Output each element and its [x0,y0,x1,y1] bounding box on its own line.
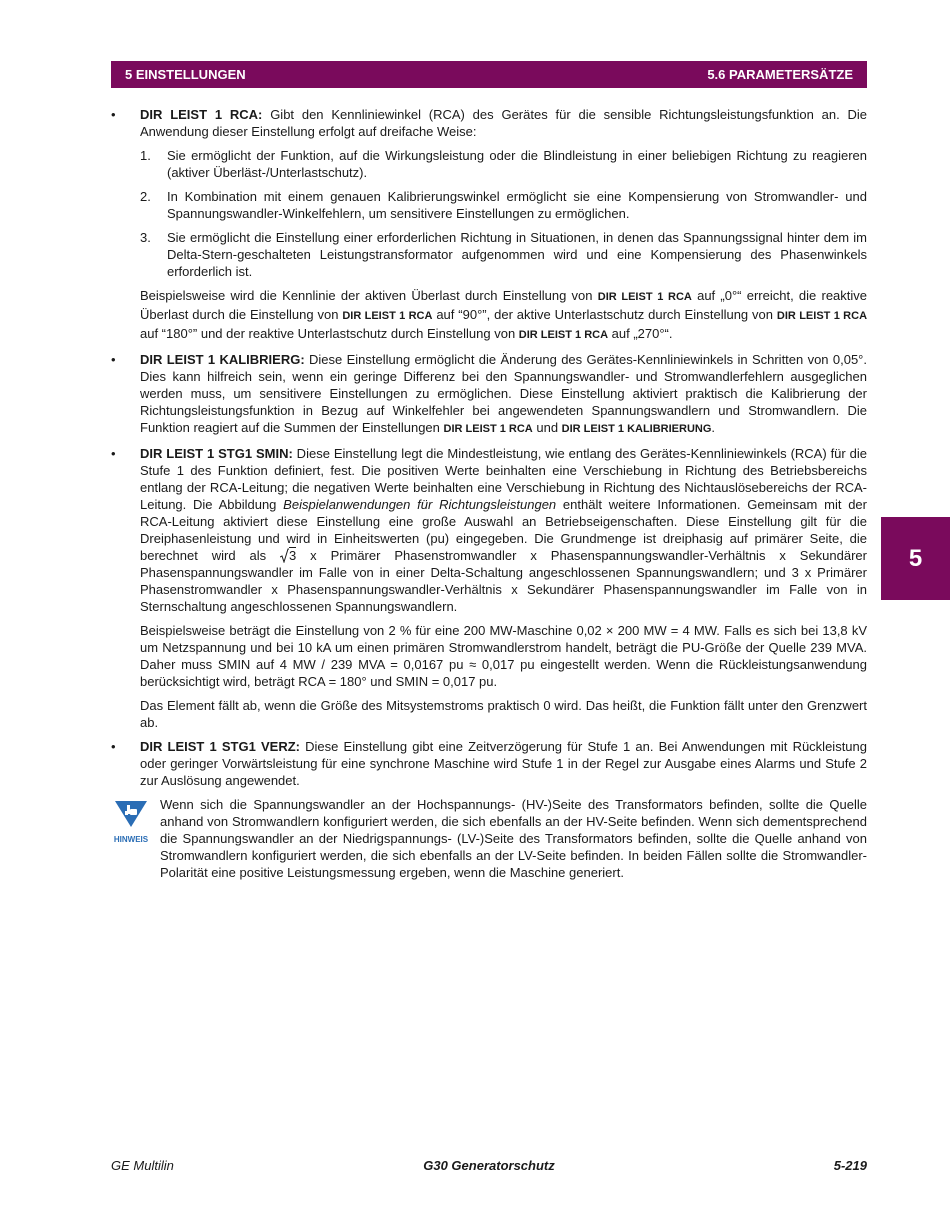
bullet-verz [111,738,867,789]
text-run: und [532,420,562,435]
text-run: auf “180°” und der reaktive Unterlastschutz durch Einstellung von [140,326,519,341]
text-run: enthält weitere Informationen. Gemeinsam mit der RCA-Leitung aktiviert diese Einstellung eine große Auswahl an Betriebseigenschaften. Diese Einstellung gilt für die Dreiphasenleistung und wird in Einheitswerten (pu) eingegeben. Die Grundmenge ist dreiphasig auf primärer Seite, die berechnet wird als [140,497,867,563]
parameter-name: DIR LEIST 1 RCA [443,423,533,435]
chapter-tab-number: 5 [908,545,923,572]
page-content [111,106,867,881]
bullet-verz-body [140,738,867,789]
bullet-rca-body [140,106,867,140]
list-item [140,229,867,280]
text-run: . [711,420,716,435]
list-text: Sie ermöglicht die Einstellung einer erforderlichen Richtung in Situationen, in denen das Spannungssignal hinter dem im Delta-Stern-geschalteten Leistungstransformator aufgenommen wird und eine Kompensierung des Phasenwinkels erforderlich ist. [167,230,867,279]
figure-reference: Beispielanwendungen für Richtungsleistungen [283,497,557,512]
setting-term: DIR LEIST 1 STG1 SMIN: [140,446,293,461]
note-label: HINWEIS [113,835,149,844]
list-text: In Kombination mit einem genauen Kalibrierungswinkel ermöglicht sie eine Kompensierung von Stromwandler- und Spannungswandler-Winkelfehlern, um sensitivere Einstellungen zu ermöglichen. [167,189,867,221]
setting-term: DIR LEIST 1 KALIBRIERG: [140,352,305,367]
setting-description: Diese Einstellung gibt eine Zeitverzögerung für Stufe 1 an. Bei Anwendungen mit Rückleistung oder geringer Vorwärtsleistung für eine synchrone Maschine wird Stufe 1 in der Regel zur Ausgabe eines Alarms und Stufe 2 zur Auslösung angewendet. [140,739,867,788]
parameter-name: DIR LEIST 1 RCA [342,310,433,322]
bullet-smin [111,445,867,731]
list-item [140,188,867,222]
section-title: 5.6 PARAMETERSÄTZE [707,67,853,82]
sqrt-radicand: 3 [289,548,297,563]
bullet-rca [111,106,867,344]
text-run: Diese Einstellung ermöglicht die Änderung des Gerätes-Kennliniewinkels in Schritten von 0,05°. Dies kann hilfreich sein, wenn ein geringe Differenz bei den Spannungswandler- und Stromwandlerfehlern ausgeglichen werden muss, um sensitivere Einstellungen zu ermöglichen. Diese Einstellung aktiviert praktisch die Kalibrierung der Richtungsleistungsfunktion in Bezug auf Winkelfehler bei angewendeten Spannungswandlern und Stromwandlern. Die Funktion reagiert auf die Summen der Einstellungen [140,352,867,435]
list-number: 1. [140,148,151,163]
pointing-hand-icon [113,799,149,829]
list-text: Sie ermöglicht der Funktion, auf die Wirkungsleistung oder die Blindleistung in einer beliebigen Richtung zu reagieren (aktiver Überläst-/Unterlastschutz). [167,148,867,180]
text-run: Beispielsweise wird die Kennlinie der aktiven Überlast durch Einstellung von [140,288,598,303]
text-run: Diese Einstellung legt die Mindestleistung, wie entlang des Gerätes-Kennliniewinkels (RCA) für die Stufe 1 des Funktion definiert, fest. Die positiven Werte beinhalten eine Verschiebung in Richtung des Betriebsbereichs entlang der RCA-Leitung; die negativen Werte beinhalten eine Verschiebung in Richtung des Nichtauslösebereichs der RCA-Leitung. Die Abbildung [140,446,867,512]
section-header-bar [111,61,867,88]
bullet-smin-body [140,445,867,615]
bullet-dot: • [111,739,116,754]
chapter-title: 5 EINSTELLUNGEN [125,67,246,82]
text-run: auf “90°”, der aktive Unterlastschutz durch Einstellung von [432,307,777,322]
bullet-dot: • [111,446,116,461]
bullet-kalibrierg [111,351,867,438]
text-run: auf „270°“. [608,326,673,341]
parameter-name: DIR LEIST 1 RCA [597,291,692,303]
bullet-dot: • [111,352,116,367]
note-block [111,796,867,881]
parameter-name: DIR LEIST 1 RCA [518,329,609,341]
list-item [140,147,867,181]
smin-dropout-paragraph: Das Element fällt ab, wenn die Größe des Mitsystemstroms praktisch 0 wird. Das heißt, die Funktion fällt unter den Grenzwert ab. [140,698,867,730]
note-icon [111,799,151,848]
footer-company: GE Multilin [111,1158,174,1173]
bullet-kalibrierg-body [140,351,867,438]
chapter-tab [881,517,950,600]
parameter-name: DIR LEIST 1 KALIBRIERUNG [561,423,712,435]
page-number: 5-219 [833,1158,867,1173]
setting-term: DIR LEIST 1 RCA: [140,107,263,122]
setting-term: DIR LEIST 1 STG1 VERZ: [140,739,300,754]
numbered-list [140,147,867,280]
smin-example-paragraph: Beispielsweise beträgt die Einstellung von 2 % für eine 200 MW-Maschine 0,02 × 200 MW = 4 MW. Falls es sich bei 13,8 kV um Netzspannung und bei 10 kA um einen primären Stromwandlerstrom handelt, beträgt die PU-Größe der Quelle 239 MVA. Daher muss SMIN auf 4 MW / 239 MVA = 0,0167 pu ≈ 0,017 pu eingestellt werden. Wenn die Rückleistungsanwendung berücksichtigt wird, beträgt RCA = 180° und SMIN = 0,017 pu. [140,623,867,689]
bullet-dot: • [111,107,116,122]
text-run: auf „0°“ erreicht, die reaktive Überlast durch die Einstellung von [140,288,868,322]
rca-example-paragraph [140,287,867,344]
footer-product: G30 Generatorschutz [423,1158,555,1173]
setting-description: Gibt den Kennliniewinkel (RCA) des Gerätes für die sensible Richtungsleistungsfunktion an. Die Anwendung dieser Einstellung erfolgt auf dreifache Weise: [140,107,867,139]
sqrt-symbol [280,547,296,564]
parameter-name: DIR LEIST 1 RCA [776,310,868,322]
list-number: 3. [140,230,151,245]
note-text: Wenn sich die Spannungswandler an der Hochspannungs- (HV-)Seite des Transformators befinden, sollte die Quelle anhand von Stromwandlern konfiguriert werden, die sich ebenfalls an der HV-Seite befinden. Wenn sich dementsprechend die Spannungswandler an der Niedrigspannungs- (LV-)Seite des Transformators befinden, sollte die Quelle anhand von Stromwandlern konfiguriert werden, die sich ebenfalls an der LV-Seite befinden. In beiden Fällen sollte die Stromwandler-Polarität eine positive Leistungsmessung ergeben, wenn die Maschine generiert. [160,797,867,880]
list-number: 2. [140,189,151,204]
text-run: x Primärer Phasenstromwandler x Phasenspannungswandler-Verhältnis x Sekundärer Phasenspannungswandler im Falle von in einer Delta-Schaltung angeschlossenen Spannungswandlern; und 3 x Primärer Phasenstromwandler x Phasenspannungswandler-Verhältnis x Sekundärer Phasenspannungswandler im Falle von in Sternschaltung angeschlossenen Spannungswandlern. [140,548,867,614]
